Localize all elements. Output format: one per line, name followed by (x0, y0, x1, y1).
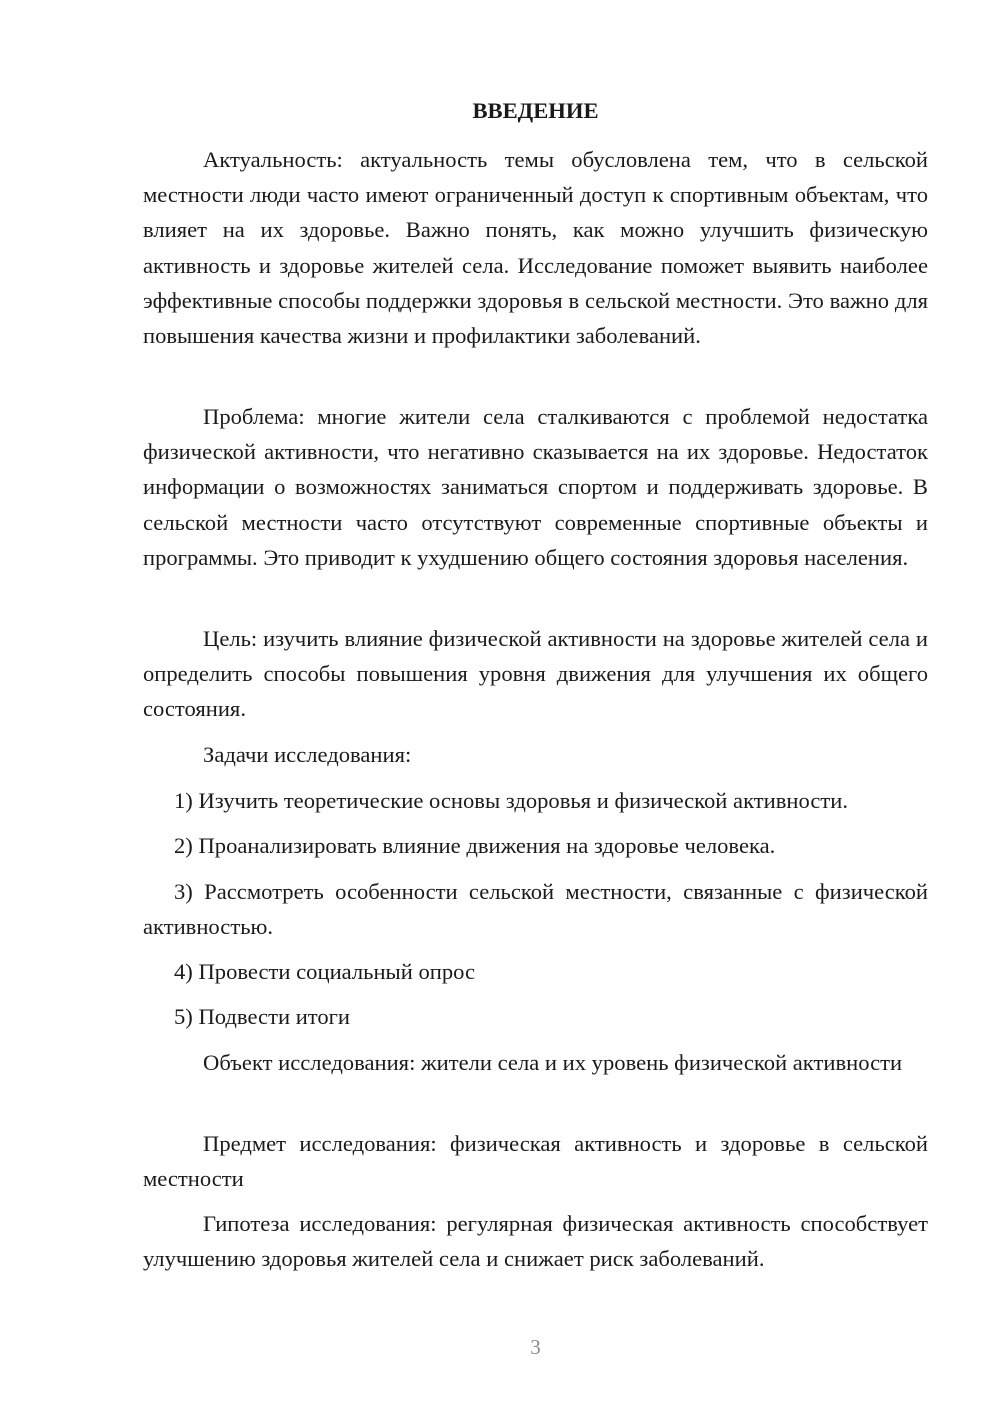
problem-paragraph: Проблема: многие жители села сталкиваются с проблемой недостатка физической активности, что негативно сказывается на их здоровье. Недостаток информации о возможностях заниматься спортом и поддерживать здоровье. В сельской местности часто отсутствуют современные спортивные объекты и программы. Это приводит к ухудшению общего состояния здоровья населения. (143, 404, 928, 570)
object-paragraph: Объект исследования: жители села и их уровень физической активности (203, 1050, 903, 1075)
task-item: 1) Изучить теоретические основы здоровья и физической активности. (174, 788, 848, 813)
subject-paragraph: Предмет исследования: физическая активность и здоровье в сельской местности (143, 1131, 928, 1192)
task-item: 3) Рассмотреть особенности сельской местности, связанные с физической активностью. (143, 879, 928, 940)
task-item: 4) Провести социальный опрос (174, 959, 476, 984)
page-title: ВВЕДЕНИЕ (472, 98, 599, 123)
task-item: 2) Проанализировать влияние движения на здоровье человека. (174, 833, 776, 858)
page-number: 3 (530, 1335, 541, 1359)
task-item: 5) Подвести итоги (174, 1004, 351, 1029)
relevance-paragraph: Актуальность: актуальность темы обусловлена тем, что в сельской местности люди часто имеют ограниченный доступ к спортивным объектам, что влияет на их здоровье. Важно понять, как можно улучшить физическую активность и здоровье жителей села. Исследование поможет выявить наиболее эффективные способы поддержки здоровья в сельской местности. Это важно для повышения качества жизни и профилактики заболеваний. (143, 147, 928, 349)
hypothesis-paragraph: Гипотеза исследования: регулярная физическая активность способствует улучшению здоровья жителей села и снижает риск заболеваний. (143, 1211, 928, 1272)
tasks-heading: Задачи исследования: (203, 742, 412, 767)
goal-paragraph: Цель: изучить влияние физической активности на здоровье жителей села и определить способы повышения уровня движения для улучшения их общего состояния. (143, 626, 928, 722)
